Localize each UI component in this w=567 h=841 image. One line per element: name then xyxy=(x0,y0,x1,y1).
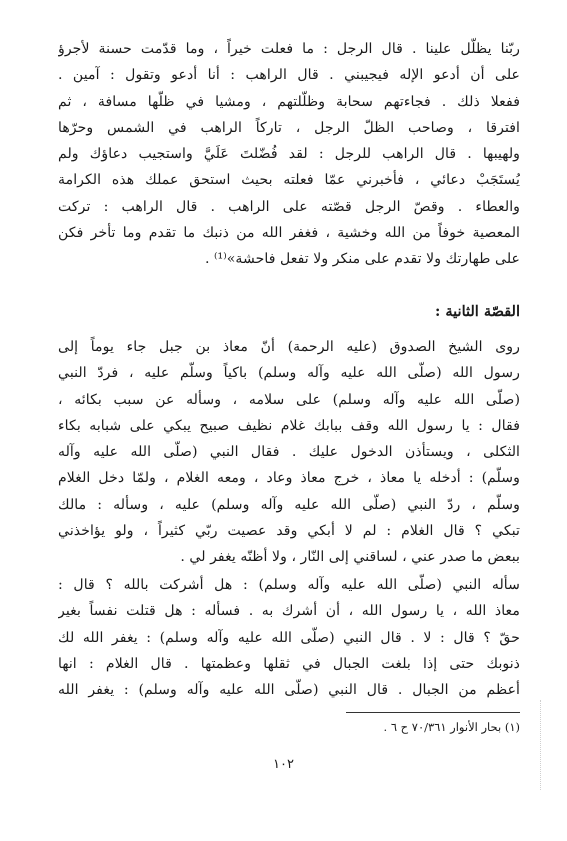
text-line: وسلّم) : أدخله يا معاذ ، خرج معاذ وعاد ، ومعه الغلام ، ولمّا دخل الغلام xyxy=(58,470,520,487)
footnote-divider xyxy=(346,712,520,713)
text-line: فقال : يا رسول الله وقف ببابك غلام نظيف صبيح يبكي على شبابه بكاء xyxy=(58,417,520,434)
text-line: روى الشيخ الصدوق (عليه الرحمة) أنّ معاذ بن جبل جاء يوماً إلى xyxy=(58,339,520,355)
footnote: (١) بحار الأنوار ٧٠/٣٦١ ح ٦ . xyxy=(383,720,520,734)
text-line: وسلّم ، ردّ النبي (صلّى الله عليه وآله وسلم) عليه ، وسأله : مالك xyxy=(58,496,520,513)
text-line: الثكلى ، ويستأذن الدخول عليك . فقال النبي (صلّى الله عليه وآله xyxy=(58,444,520,461)
section-heading: القصّة الثانية : xyxy=(434,303,520,320)
text-line: افترقا ، وصاحب الظلّ الرجل ، تاركاً الراهب في الشمس وحرّها xyxy=(58,119,520,136)
text-line: على أن أدعو الإله فيجيبني . قال الراهب : أنا أدعو وتقول : آمين . xyxy=(58,67,520,84)
page-number: ١٠٢ xyxy=(273,757,294,772)
text-line: ذنوبك حتى إذا بلغت الجبال في ثقلها وعظمتها . قال الغلام : انها xyxy=(58,655,520,672)
text-line: يُستَجَبْ دعائي ، فأخبرني عمّا فعلته بحيث استحق عملك هذه الكرامة xyxy=(58,172,520,189)
text-line: على طهارتك ولا تقدم على منكر ولا تفعل فاحشة»⁽¹⁾ . xyxy=(205,251,520,268)
text-line: والعطاء . وقصّ الرجل قصّته على الراهب . قال الراهب : تركت xyxy=(58,198,520,215)
text-line: ولهيبها . قال الراهب للرجل : لقد فُضّلتَ عَلَيَّ واستجيب دعاؤك ولم xyxy=(58,146,520,163)
text-line: تبكي ؟ قال الغلام : لم لا أبكي وقد عصيت ربّي كثيراً ، ولو يؤاخذني xyxy=(58,523,520,540)
text-line: أعظم من الجبال . قال النبي (صلّى الله عليه وآله وسلم) : يغفر الله xyxy=(58,682,520,699)
text-line: ففعلا ذلك . فجاءتهم سحابة وظلّلتهم ، ومشيا في ظلّها مسافة ، ثم xyxy=(58,93,520,110)
paragraph-dialogue xyxy=(58,572,520,703)
text-line: حقّ ؟ قال : لا . قال النبي (صلّى الله عليه وآله وسلم) : يغفر الله لك xyxy=(58,629,520,646)
text-line: سأله النبي (صلّى الله عليه وآله وسلم) : هل أشركت بالله ؟ قال : xyxy=(58,577,520,593)
paragraph-story-continuation xyxy=(58,36,520,273)
scan-edge-speckle xyxy=(540,700,555,790)
text-line: المعصية خوفاً من الله وخشية ، فغفر الله من ذنبك ما تقدم وما تأخر فكن xyxy=(58,225,520,242)
text-line: ببعض ما صدر عني ، لساقني إلى النّار ، ولا أظنّه يغفر لي . xyxy=(180,549,520,566)
text-line: معاذ الله ، يا رسول الله ، أن أشرك به . فسأله : هل قتلت نفساً بغير xyxy=(58,603,520,620)
text-line: رسول الله (صلّى الله عليه وآله وسلم) باكياً وسلّم عليه ، فردّ النبي xyxy=(58,365,520,382)
paragraph-second-story xyxy=(58,334,520,571)
text-line: (صلّى الله عليه وآله وسلم) على سلامه ، وسأله عن سبب بكائه ، xyxy=(58,391,520,408)
text-line: ربّنا يظلّل علينا . قال الرجل : ما فعلت خيراً ، وما قدّمت حسنة لأجرؤ xyxy=(58,41,520,57)
